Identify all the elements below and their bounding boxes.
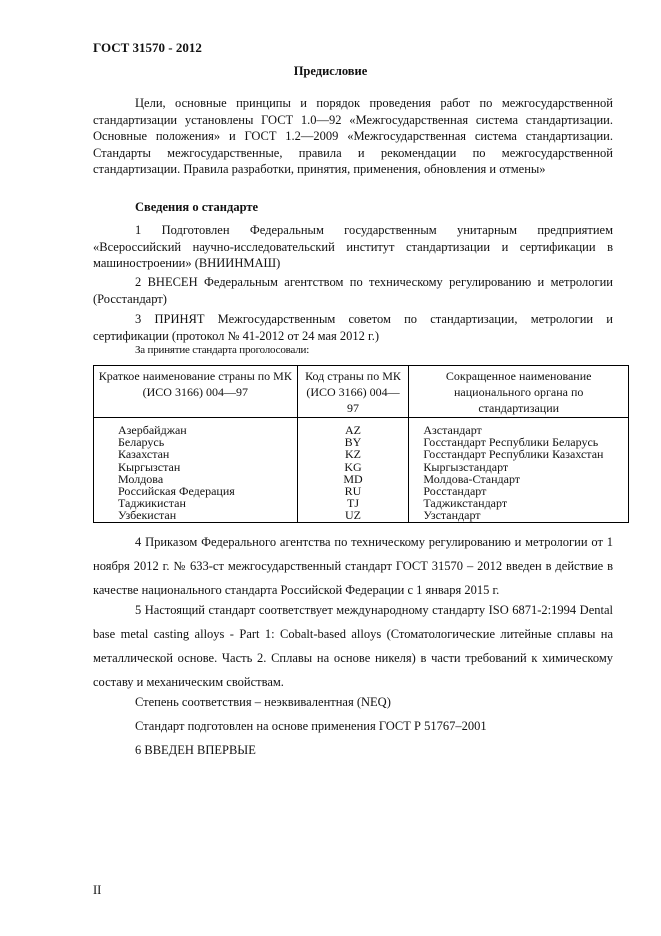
table-row [94, 509, 629, 522]
country-cell: Молдова [94, 473, 298, 485]
code-cell: MD [297, 473, 409, 485]
section-heading: Сведения о стандарте [135, 200, 259, 214]
document-id-header: ГОСТ 31570 - 2012 [93, 40, 202, 55]
body-cell: Азстандарт [409, 418, 629, 437]
column-header-body: Сокращенное наименование национального органа по стандартизации [409, 366, 629, 418]
country-cell: Таджикистан [94, 497, 298, 509]
code-cell: KG [297, 461, 409, 473]
country-cell: Кыргызстан [94, 461, 298, 473]
voting-table [93, 365, 629, 523]
country-cell: Азербайджан [94, 418, 298, 437]
table-row [94, 448, 629, 460]
item-6-line: 6 ВВЕДЕН ВПЕРВЫЕ [135, 743, 256, 757]
code-cell: KZ [297, 448, 409, 460]
conformity-line: Степень соответствия – неэквивалентная (NEQ) [135, 695, 391, 709]
basis-line: Стандарт подготовлен на основе применения ГОСТ Р 51767–2001 [135, 719, 487, 733]
code-cell: TJ [297, 497, 409, 509]
country-cell: Беларусь [94, 436, 298, 448]
table-row [94, 461, 629, 473]
item-5-paragraph: 5 Настоящий стандарт соответствует международному стандарту ISO 6871-2:1994 Dental base metal casting alloys - Part 1: Cobalt-based alloys (Стоматологические литейные сплавы на металлической основе. Часть 2. Сплавы на основе никеля) в части требований к химическому составу и механическим свойствам. [93, 603, 613, 689]
column-header-code: Код страны по МК (ИСО 3166) 004—97 [297, 366, 409, 418]
item-3-paragraph: 3 ПРИНЯТ Межгосударственным советом по стандартизации, метрологии и сертификации (протокол № 41-2012 от 24 мая 2012 г.) [93, 312, 613, 343]
table-header-row [94, 366, 629, 418]
body-cell: Таджикстандарт [409, 497, 629, 509]
body-cell: Госстандарт Республики Казахстан [409, 448, 629, 460]
code-cell: UZ [297, 509, 409, 522]
table-row [94, 418, 629, 437]
body-cell: Молдова-Стандарт [409, 473, 629, 485]
vote-caption: За принятие стандарта проголосовали: [135, 344, 310, 356]
country-cell: Российская Федерация [94, 485, 298, 497]
country-cell: Узбекистан [94, 509, 298, 522]
code-cell: RU [297, 485, 409, 497]
item-2-paragraph: 2 ВНЕСЕН Федеральным агентством по техническому регулированию и метрологии (Росстандарт) [93, 275, 613, 306]
item-1-paragraph: 1 Подготовлен Федеральным государственным унитарным предприятием «Всероссийский научно-исследовательский институт стандартизации и сертификации в машиностроении» (ВНИИНМАШ) [93, 223, 613, 271]
body-cell: Кыргызстандарт [409, 461, 629, 473]
item-4-paragraph: 4 Приказом Федерального агентства по техническому регулированию и метрологии от 1 ноября 2012 г. № 633-ст межгосударственный стандарт ГОСТ 31570 – 2012 введен в действие в качестве национального стандарта Российской Федерации с 1 января 2015 г. [93, 535, 613, 597]
code-cell: BY [297, 436, 409, 448]
body-cell: Госстандарт Республики Беларусь [409, 436, 629, 448]
country-cell: Казахстан [94, 448, 298, 460]
body-cell: Росстандарт [409, 485, 629, 497]
page-title: Предисловие [293, 64, 368, 78]
page-number: II [93, 883, 102, 897]
body-cell: Узстандарт [409, 509, 629, 522]
intro-paragraph: Цели, основные принципы и порядок проведения работ по межгосударственной стандартизации установлены ГОСТ 1.0—92 «Межгосударственная система стандартизации. Основные положения» и ГОСТ 1.2—2009 «Межгосударственная система стандартизации. Стандарты межгосударственные, правила и рекомендации по межгосударственной стандартизации. Правила разработки, принятия, применения, обновления и отмены» [93, 96, 613, 177]
code-cell: AZ [297, 418, 409, 437]
column-header-country: Краткое наименование страны по МК (ИСО 3166) 004—97 [94, 366, 298, 418]
